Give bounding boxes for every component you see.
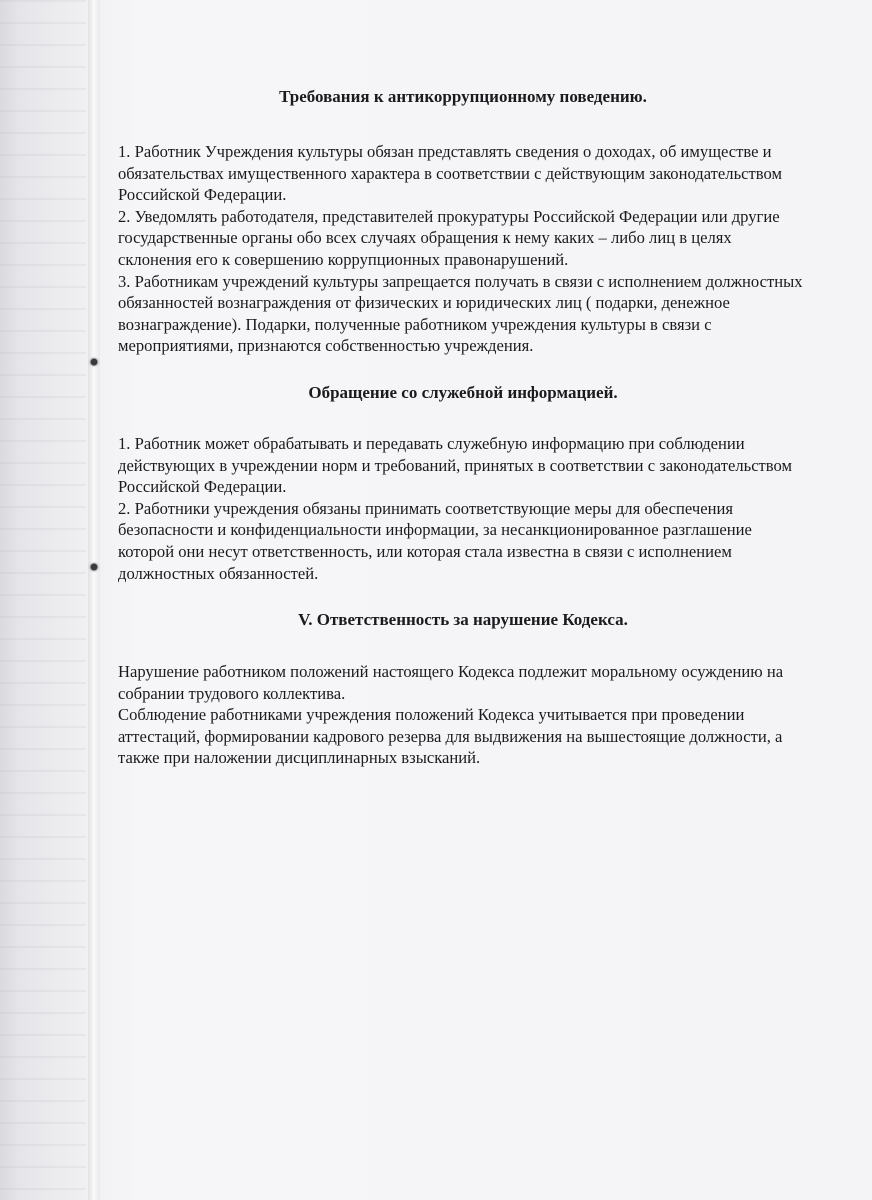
section-body [118, 141, 808, 357]
paragraph: 1. Работник может обрабатывать и передавать служебную информацию при соблюдении действующих в учреждении норм и требований, принятых в соответствии с законодательством Российской Федерации. [118, 433, 793, 497]
section-responsibility [118, 609, 808, 769]
paragraph: Соблюдение работниками учреждения положений Кодекса учитывается при проведении аттестаций, формировании кадрового резерва для выдвижения на вышестоящие должности, а также при наложении дисциплинарных взысканий. [118, 705, 783, 768]
section-heading: Требования к антикоррупционному поведению. [279, 87, 647, 106]
paragraph: 1. Работник Учреждения культуры обязан представлять сведения о доходах, об имуществе и обязательствах имущественного характера в соответствии с действующим законодательством Российской Федерации. [118, 142, 782, 205]
section-service-information [118, 382, 808, 584]
section-body [118, 433, 808, 584]
section-anticorruption [118, 86, 808, 357]
staple-bottom [86, 562, 102, 572]
staple-top [86, 357, 102, 367]
binding-fold [88, 0, 100, 1200]
section-body [118, 661, 808, 769]
section-heading: Обращение со служебной информацией. [308, 382, 618, 402]
section-heading: V. Ответственность за нарушение Кодекса. [298, 610, 628, 630]
paragraph: 2. Уведомлять работодателя, представителей прокуратуры Российской Федерации или другие государственные органы обо всех случаях обращения к нему каких – либо лиц в целях склонения его к совершению коррупционных правонарушений. [118, 206, 780, 269]
paragraph: Нарушение работником положений настоящего Кодекса подлежит моральному осуждению на собрании трудового коллектива. [118, 662, 784, 703]
document-page [118, 86, 808, 793]
previous-page-edge [0, 0, 86, 1200]
paragraph: 3. Работникам учреждений культуры запрещается получать в связи с исполнением должностных обязанностей вознаграждения от физических и юридических лиц ( подарки, денежное вознаграждение). Подарки, полученные работником учреждения культуры в связи с мероприятиями, признаются собственностью учреждения. [118, 271, 803, 356]
paragraph: 2. Работники учреждения обязаны принимать соответствующие меры для обеспечения безопасности и конфиденциальности информации, за несанкционированное разглашение которой они несут ответственность, или которая стала известна в связи с исполнением должностных обязанностей. [118, 498, 752, 583]
